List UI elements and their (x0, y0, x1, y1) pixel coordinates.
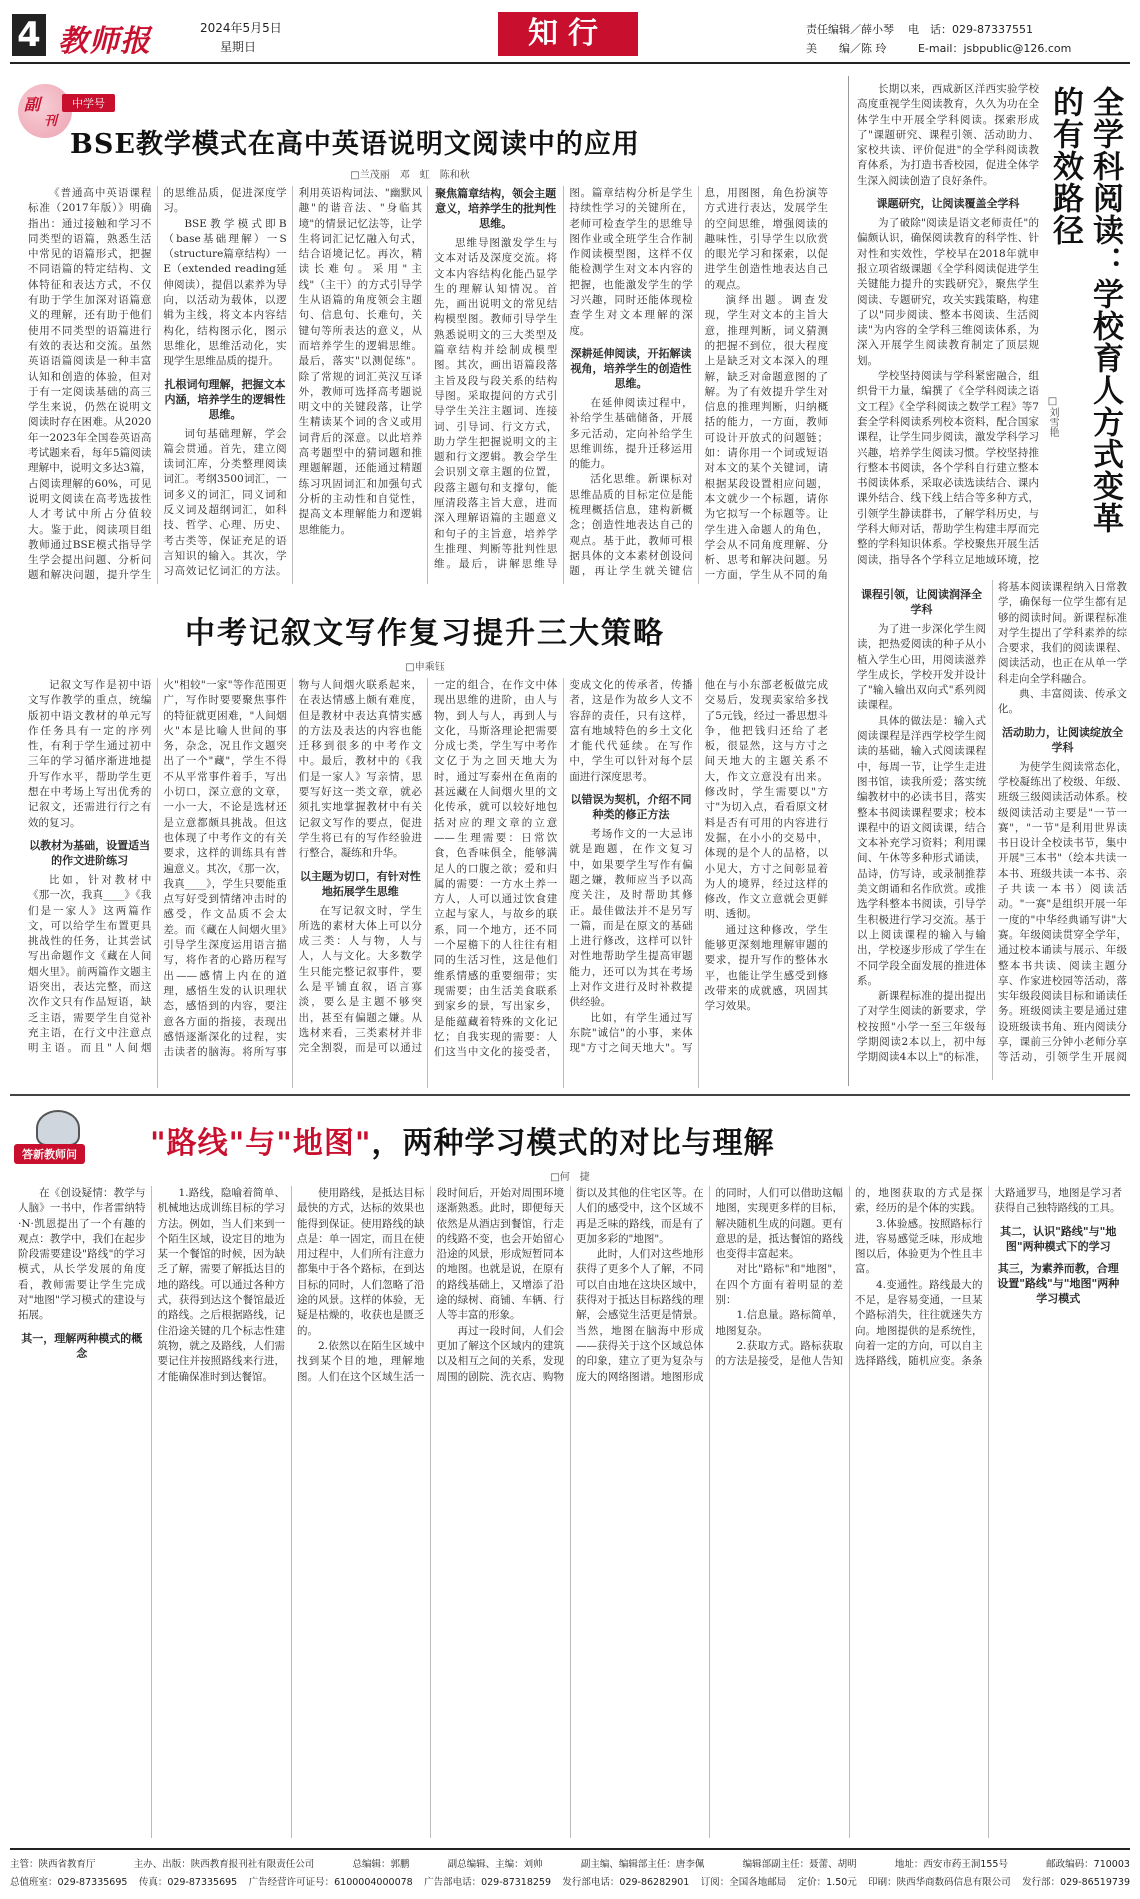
article-title: 中考记叙文写作复习提升三大策略 (185, 616, 665, 651)
author-text: □刘雪艳 (1047, 396, 1058, 437)
paragraph: 再过一段时间，人们会更加了解这个区域内的建筑以及相互之间的关系，发现周围的剧院、洗衣店、购物街以及其他的住宅区等。在人们的感受中，这个区域不再是乏味的路线，而是有了更加多彩的"地图"。 (436, 1187, 704, 1383)
article-authors: □申乘钰 (405, 662, 445, 673)
article-reading (848, 76, 1131, 1086)
section-badge (498, 12, 638, 56)
paragraph: 活化思维。新课标对思维品质的目标定位是能梳理概括信息，建构新概念；创造性地表达自己的观点。基于此，教师可根据具体的文本素材创设问题，再让学生就关键信息，用图图，角色扮演等方式进行表达，发展学生的空间思维，增强阅读的趣味性，引导学生以欣赏的眼光学习和探索，以促进学生创造性地表达自己的观点。 (569, 187, 828, 578)
subheading: 以教材为基础，设置适当的作文进阶练习 (29, 838, 151, 867)
subheading: 其二，认识"路线"与"地图"两种模式下的学习 (1000, 1224, 1117, 1253)
footer-item: 邮政编码：710003 (1046, 1859, 1130, 1870)
article-zhongkao (10, 590, 840, 1090)
paragraph: 典、丰富阅读、传承文化。 (998, 688, 1127, 716)
subheading: 深耕延伸阅读，开拓解读视角，培养学生的创造性思维。 (570, 346, 692, 390)
footer-item: 副主编、编辑部主任：唐李佩 (580, 1859, 705, 1870)
paragraph: 记叙文写作是初中语文写作教学的重点，统编版初中语文教材的单元写作任务具有一定的序列性，有利于学生通过初中三年的学习循序渐进地提升写作水平，帮助学生更想在中考场上写出优秀的记叙文，还需进行行之有效的复习。 (28, 679, 152, 829)
paragraph: 思维导图激发学生与文本对话及深度交流。将文本内容结构化能凸显学生的理解认知情况。首先，画出说明文的常见结构模型图。教师引导学生熟悉说明文的三大类型及篇章结构并绘制成模型图。其次，画出语篇段落主旨及段与段关系的结构导图。采取提问的方式引导学生关注主题词、连接词、引导词、行文方式，助力学生把握说明文的主题和行文逻辑。教会学生会识别文章主题的位置，段落主题句和支撑句，能厘清段落主旨大意，进而深入理解语篇的主题意义和句子的主旨意，培养学生推理、判断等批判性思维。最后，讲解思维导图。篇章结构分析是学生持续性学习的关键所在，老师可检查学生的思维导图作业或全班学生合作制作阅读模型图，这样不仅能检测学生对文本内容的把握，也能激发学生的学习兴趣，同时还能体现检查学生对文本理解的深度。 (433, 187, 693, 571)
footer-item: 编辑部副主任：聂蕾、胡明 (742, 1859, 857, 1870)
paragraph: 为使学生阅读常态化，学校凝练出了校级、年级、班级三级阅读活动体系。校级阅读活动主要是"一节一赛"，"一节"是利用世界读书日设计全校读书节，集中开展"三本书"（绘本共读一本书、班级共读一本书、亲子共读一本书）阅读活动。"一赛"是组织开展一年一度的"中华经典诵写讲"大赛。年级阅读贯穿全学年，通过校本诵读与展示、年级整本书共读、阅读主题分享、作家进校园等活动，落实年级段阅读目标和诵读任务。班级阅读主要是通过建设班级读书角、班内阅读分享，课前三分钟小老师分享等活动，引领学生开展阅 (998, 760, 1127, 1064)
paragraph: 2.获取方式。路标获取的方法是接受，是他人告知的，地图获取的方式是探索，经历的是个体的实践。 (715, 1187, 983, 1368)
footer-item: 定价：1.50元 (797, 1877, 857, 1888)
article-title (150, 1118, 1050, 1162)
editor-name: 薛小琴 (861, 23, 894, 36)
tel-number: 029-87337551 (952, 23, 1033, 36)
subheading: 课程引领，让阅读润泽全学科 (861, 588, 982, 616)
footer-item: 总编辑：郭鹏 (352, 1859, 410, 1870)
art-label: 美 编 (806, 42, 850, 55)
paragraph: 考场作文的一大忌讳就是跑题，在作文复习中，如果要学生写作有偏题之嫌，教师应当予以高度关注，及时帮助其修正。最佳做法并不是另写一篇，而是在原文的基础上进行修改，这样可以针对性地帮助学生提高审题能力，还可以为其在考场上对作文进行及时补救提供经验。 (569, 828, 693, 1009)
paragraph: 为了破除"阅读是语文老师责任"的偏颇认识，确保阅读教育的科学性、针对性和实效性，学校早在2018年就申报立项省级课题《全学科阅读促进学生关键能力提升的实践研究》，聚焦学生阅读、专题研究，攻关实践策略，构建了以"同步阅读、整本书阅读、生活阅读"为内容的全学科三维阅读体系，为深入开展学生阅读教育制定了顶层规划。 (857, 217, 1039, 367)
page-number: 4 (12, 14, 46, 56)
badge-label: 答新教师问 (14, 1144, 85, 1164)
title-and: 与 (245, 1126, 277, 1161)
page-header (0, 0, 1140, 64)
paragraph: 1.信息量。路标简单，地图复杂。 (715, 1309, 843, 1337)
footer-row-2 (10, 1874, 1130, 1888)
article-authors: □何 捷 (550, 1172, 590, 1183)
qa-badge (14, 1110, 104, 1166)
paragraph: 具体的做法是：输入式阅读课程是洋西学校学生阅读的基础，输入式阅读课程中，每周一节，让学生走进图书馆，读我所爱；落实统编教材中的必读书目，落实整本书阅读课程要求；校本课程中的语文阅读课，结合文本补充学习资料；利用课间、午休等多种形式诵读，品诗，仿写诗，或录制推荐美文朗诵和名作欣赏。或推选学科整本书阅读，引导学生积极进行学习交流。基于以上阅读课程的输入与输出，学校逐步形成了学生在不同学段全面发展的推进体系。 (857, 714, 986, 987)
category-tag: 中学号 (62, 94, 115, 112)
paragraph: 长期以来，西咸新区洋西实验学校高度重视学生阅读教育，久久为功在全体学生中开展全学科阅读。探索形成了"课题研究、课程引领、活动助力、家校共读、评价促进"的全学科阅读教育体系，为打造书香校园，促进全体学生深入阅读创造了良好条件。 (857, 83, 1039, 187)
footer-item: 广告经营许可证号：6100004000078 (248, 1877, 413, 1888)
footer-item: 印刷：陕西华商数码信息有限公司 (868, 1877, 1011, 1888)
subheading: 聚焦篇章结构，领会主题意义，培养学生的批判性思维。 (435, 187, 557, 230)
footer-item: 订阅：全国各地邮局 (700, 1877, 787, 1888)
title-route: "路线" (150, 1126, 246, 1161)
paragraph: 为了进一步深化学生阅读，把热爱阅读的种子从小植入学生心田，用阅读滋养学生成长，学校开发并设计了"输入输出双向式"系列阅读课程。 (857, 623, 986, 712)
footer-row-1 (10, 1856, 1130, 1870)
paragraph: 1.路线，隐喻着简单、机械地达成训练目标的学习方法。例如，当人们来到一个陌生区域，设定目的地为某一个餐馆的时候，因为缺乏了解，需要了解抵达目的地的路线。可以通过各种方式，获得到达这个餐馆最近的路线。之后根据路线，记住沿途关键的几个标志性建筑物，就之及路线，人们需要记住并按照路线来行进，才能确保准时到达餐馆。 (157, 1187, 285, 1383)
footer-item: 副总编辑、主编：刘帅 (447, 1859, 543, 1870)
article-authors (1045, 396, 1060, 437)
paragraph: 对比"路标"和"地图"，在四个方面有着明显的差别： (715, 1263, 843, 1307)
paragraph: 2.依然以在陌生区域中找到某个目的地，理解地图。人们在这个区域生活一段时间后，开始对周围环境逐渐熟悉。此时，即便每天依然是从酒店到餐馆，行走的线路不变，也会开始留心沿途的风景，形成短暂同本的地图。也就是说，在原有的路线基础上，又增添了沿途的绿树、商铺、车辆、行人等丰富的形象。 (297, 1187, 564, 1383)
article-title: 全学科阅读：学校育人方式变革的有效路径 (1047, 86, 1123, 534)
subheading: 以错误为契机，介绍不同种类的修正方法 (570, 793, 692, 822)
paragraph: 在延伸阅读过程中，补给学生基础储备，开展多元活动，定向补给学生思维训练，提升迁移运用的能力。 (569, 396, 693, 471)
section-name: 知行 (528, 16, 608, 51)
email-address: jsbpublic@126.com (963, 42, 1072, 55)
section-divider (10, 1094, 1130, 1096)
footer-item: 发行部：029-86519739 (1022, 1877, 1130, 1888)
art-editor-name: 陈 玲 (861, 42, 887, 55)
footer-item: 主管：陕西省教育厅 (10, 1859, 96, 1870)
title-map: "地图" (276, 1126, 372, 1161)
footer-item: 地址：西安市药王洞155号 (894, 1859, 1008, 1870)
paragraph: 《普通高中英语课程标准（2017年版）》明确指出：通过接触和学习不同类型的语篇，熟悉生活中常见的语篇形式，把握不同语篇的特定结构、文体特征和表达方式，不仅有助于学生加深对语篇意义的理解，还有助于他们使用不同类型的语篇进行有效的表达和交流。虽然英语语篇阅读是一种丰富认知和创造的体验，但对于有一定阅读基础的高三学生来说，仍然在说明文阅读时存在困难。从2020年一2023年全国卷英语高考试题来看，每年5篇阅读理解中，说明文多达3篇，占阅读理解的60%，可见说明文阅读在高考选拔性人才考试中所占分值较大。鉴于此，阅读项目组教师通过BSE模式指导学生学会提出问题、分析问题和解决问题，提升学生的思维品质，促进深度学习。 (28, 187, 287, 582)
paragraph: 新课程标准的提出提出了对学生阅读的新要求，学校按照"小学一至三年级每学期阅读2本以上，初中每学期阅读4本以上"的标准，将基本阅读课程纳入日常教学，确保每一位学生都有足够的阅读时间。新课程标准对学生提出了学科素养的综合要求，我们的阅读课程、阅读活动，也正在从单一学科走向全学科融合。 (857, 581, 1127, 1064)
article-body-top (857, 82, 1039, 574)
paragraph: 在《创设疑情：教学与人脑》一书中，作者雷纳特·N·凯恩提出了一个有趣的观点：教学中，我们在起步阶段需要建设"路线"的学习模式，从长学发展的角度看，教师需要让学生完成对"地图"学习模式的建设与拓展。 (18, 1187, 146, 1322)
footer-item: 主办、出版：陕西教育报刊社有限责任公司 (133, 1859, 315, 1870)
email-label: E-mail： (917, 42, 964, 55)
subheading: 其一，理解两种模式的概念 (21, 1331, 143, 1360)
paragraph: 4.变通性。路线最大的不足，是容易变通，一旦某个路标消失，往往就迷失方向。地图提供的是系统性，向着一定的方向，可以自主选择路线，随机应变。条条大路通罗马，地图是学习者获得自己独特路线的工具。 (855, 1187, 1122, 1368)
article-authors: □兰茂丽 邓 虹 陈和秋 (350, 170, 470, 181)
subheading: 扎根词句理解，把握文本内涵，培养学生的逻辑性思维。 (164, 377, 286, 421)
paragraph: 在写记叙文时，学生所选的素材大体上可以分成三类：人与物，人与人，人与文化。大多数学生只能完整记叙事件，要么是平铺直叙，语言寡淡，要么是主题不够突出，甚至有偏题之嫌。从选材来看，三类素材并非完全割裂，而是可以通过一定的组合，在作文中体现出思维的进阶，由人与物，到人与人，再到人与文化，马斯洛理论把需要分成七类，学生写中考作文亿于为之回天地大为时，通过写泰州在鱼南的甚远藏在人间烟火里的文化传承，就可以较好地包括对应的理文章的立意——生理需要：日常饮食，色香味俱全，能够满足人的口腹之欲；爱和归属的需要：一方水土养一方人，人可以通过饮食建立起与家人，与故乡的联系，同一个地方，还不同一个屋檐下的人往往有相同的生活习性，这是他们维系情感的重要细带；实现需要；由生活美食联系到家乡的景，写出家乡，是能蕴藏着特殊的文化记忆；自我实现的需要：人们这当中文化的接受者，变成文化的传承者，传播者，这是作为故乡人文不容辞的责任，只有这样，富有地域特色的乡土文化才能代代延续。在写作中，学生可以针对每个层面进行深度思考。 (298, 679, 693, 1059)
article-body (28, 678, 828, 1088)
editor-info: 责任编辑／薛小琴 电 话：029-87337551 美 编／陈 玲 E-mail：jsbpublic@126.com (806, 23, 1072, 55)
paper-name-logo: 教师报 (58, 24, 151, 59)
paragraph: 通过这种修改，学生能够更深刻地理解审题的要求，提升写作的整体水平，也能让学生感受到修改带来的成就感，巩固其学习效果。 (704, 923, 828, 1013)
article-route-map (10, 1100, 1130, 1842)
paragraph: BSE教学模式即B（base基础理解）一S（structure篇章结构）一E（extended reading延伸阅读），提倡以素养为导向，以活动为载体，以逻辑为主线，将文本内容结构化，结构图示化，图示思维化，思维活动化，实现学生思维品质的提升。 (163, 217, 287, 368)
paragraph: 演绎出题。调查发现，学生对文本的主旨大意，推理判断，词义猜测的把握不到位，很大程度上是缺乏对文本深入的理解，缺乏对命题意图的了解。为了有效提升学生对信息的推理判断，归纳概括的能力，一方面，教师可设计开放式的问题链；如：请你用一个词或短语对本文的某个关键词，请根据某段设置相应问题，本文就少一个标题，请你为它拟写一个标题等。让学生进入命题人的角色，学会从不同角度理解、分析、思考和解决问题。另一方面，学生从不同的角 (704, 294, 828, 582)
footer-item: 广告部电话：029-87318259 (424, 1877, 552, 1888)
badge-char-1: 副 (24, 95, 41, 114)
article-bse (10, 76, 840, 586)
person-icon (36, 1110, 80, 1146)
editor-label: 责任编辑 (806, 23, 850, 36)
paragraph: 比如，有学生通过写东院"诚信"的小事，来体现"方寸之间天地大"。写他在与小东部老板做完成交易后，发现卖家给多找了5元钱，经过一番思想斗争，他把钱归还给了老板，很显然，这与方寸之间天地大的主题关系不大，作文立意没有出来。修改时，学生需要以"方寸"为切入点，看看原文材料是否有可用的内容进行发掘，在小小的交易中，体现的是个人的品格，以小见大，方寸之间彰显着为人的境界，经过这样的修改，作文立意就会更鲜明、透彻。 (569, 679, 828, 1055)
subheading: 其三，为素养而教，合理设置"路线"与"地图"两种学习模式 (997, 1261, 1120, 1305)
badge-char-2: 刊 (44, 114, 58, 129)
article-body (18, 1186, 1122, 1838)
paragraph: 比如，针对教材中《那一次，我真____》《我们是一家人》这两篇作文，可以给学生布置更具挑战性的任务，让其尝试写出命题作文《藏在人间烟火里》。前两篇作文题主语突出，表达完整，而这次作文只有作品短语，缺乏主语，需要学生自觉补充主语，在行文中注意点明主语。而且"人间烟火"相较"一家"等作范围更广，写作时要要聚焦事件的特征就更困难，"人间烟火"本是比喻人世间的事务，杂念，况且作文题突出了一个"藏"，学生不得不从平常事件着手，写出小切口，深立意的文章，一小一大，不论是选材还是立意都颇具挑战。但这也体现了中考作文的有关要求，这样的训练具有普遍意义。其次，《那一次，我真____》，学生只要能重点写好受到情绪冲击时的感受，作文品质不会太差。而《藏在人间烟火里》引导学生深度运用语言描写，将作者的心路历程写出——感情上内在的道理，感悟生发的认识理状态，感悟到的内容，要注意各方面的指接，表现出感悟逐渐深化的过程，实击读者的脑海。将所写事物与人间烟火联系起来，在表达情感上颇有难度，但是教材中表达真情实感的方法及表达的内容也能迁移到很多的中考作文中。最后，教材中的《我们是一家人》写亲情，思要写好这一类文章，就必须扎实地掌握教材中有关记叙文写作的要点，促进学生将已有的写作经验进行整合，凝练和升华。 (28, 679, 422, 1059)
paragraph: 词句基础理解，学会篇会贯通。首先，建立阅读词汇库，分类整理阅读词汇。考纲3500词汇，一词多义的词汇，同义词和反义词及超纲词汇，如科技、哲学、心理、历史、考古类等，保证充足的语言知识的输入。其次，学习高效记忆词汇的方法。利用英语构词法、"幽默风趣"的谐音法、"身临其境"的情景记忆法等，让学生将词汇记忆融入句式，结合语境记忆。再次，精读长难句。采用"主线"（主干）的方式引导学生从语篇的角度领会主题句、信息句、长难句，关键句等所表达的意义，从而培养学生的逻辑思维。最后，落实"以测促练"。除了常规的词汇英汉互译外，教师可选择高考题说明文中的关键段落，让学生精读某个词的含义或用词背后的深意。以此培养高考题型中的猜词题和推理题解题，还能通过精题练习巩固词汇和加强句式分析的主动性和自觉性，提高文本理解能力和逻辑思维能力。 (163, 187, 422, 578)
article-body (28, 186, 828, 584)
title-rest: ，两种学习模式的对比与理解 (371, 1126, 775, 1161)
article-title: BSE教学模式在高中英语说明文阅读中的应用 (70, 129, 640, 160)
paragraph: 使用路线，是抵达目标最快的方式，达标的效果也能得到保证。使用路线的缺点是：单一固定，而且在使用过程中，人们所有注意力都集中于各个路标，在到达目标的同时，人们忽略了沿途的风景。这样的体验，无疑是枯燥的，收获也是匮乏的。 (297, 1187, 425, 1337)
subheading: 活动助力，让阅读绽放全学科 (1002, 725, 1123, 754)
paragraph: 此时，人们对这些地形获得了更多个人了解，不同可以自由地在这块区域中，获得对于抵达目标路线的理解，会感觉生活更是情景。当然，地图在脑海中形成——获得关于这个区域总体的印象，建立了更为复杂与庞大的网络图谱。地图形成的同时，人们可以借助这幅地图，实现更多样的目标，解决随机生成的问题。更有意思的是，抵达餐馆的路线也变得丰富起来。 (576, 1187, 843, 1383)
paragraph: 3.体验感。按照路标行进，容易感觉乏味，形成地图以后，体验更为个性且丰富。 (855, 1217, 983, 1276)
header-rule (10, 62, 1130, 64)
footer-item: 发行部电话：029-86282901 (562, 1877, 690, 1888)
subheading: 以主题为切口，有针对性地拓展学生思维 (299, 869, 421, 898)
footer-item: 传真：029-87335695 (138, 1877, 238, 1888)
issue-date: 2024年5月5日 (200, 21, 282, 35)
page-footer (10, 1848, 1130, 1896)
footer-item: 总值班室：029-87335695 (10, 1877, 128, 1888)
article-body-bottom (857, 580, 1127, 1080)
paragraph: 学校坚持阅读与学科紧密融合，组织骨干力量，编撰了《全学科阅读之语文工程》《全学科阅读之数学工程》等7套全学科阅读系列校本资料，配合国家课程，让学生同步阅读，激发学科学习兴趣，培养学生阅读习惯。学校坚持推行整本书阅读，各个学科自行建立整本书阅读体系，采取必读选读结合、课内课外结合、线下线上结合等多种方式，引领学生静读群书，了解学科历史，与学科大师对话，帮助学生构建丰厚而完整的学科知识体系。学校聚焦开展生活阅读，指导各个学科立足地域环境，挖 (857, 370, 1039, 566)
tel-label: 电 话： (908, 23, 952, 36)
issue-weekday: 星期日 (220, 40, 257, 54)
subheading: 课题研究，让阅读覆盖全学科 (876, 197, 1020, 211)
